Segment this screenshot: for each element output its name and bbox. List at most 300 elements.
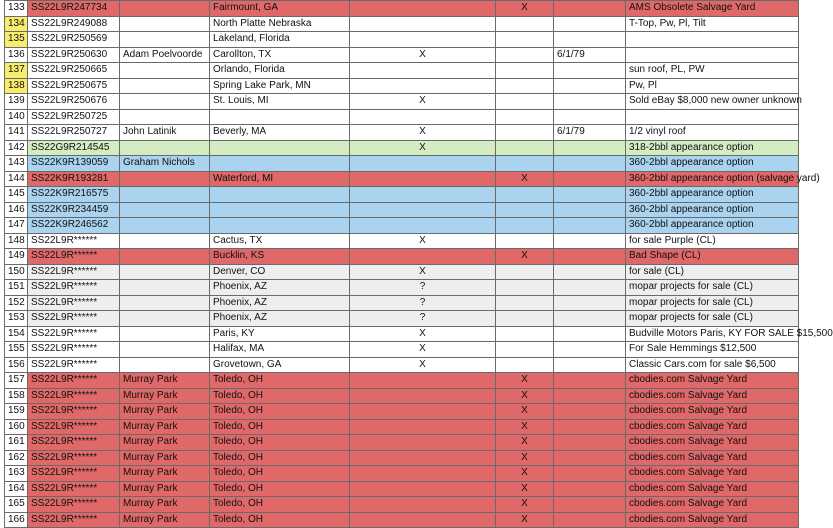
owner-cell xyxy=(120,1,210,17)
note-cell: Pw, Pl xyxy=(626,78,799,94)
note-cell: cbodies.com Salvage Yard xyxy=(626,419,799,435)
location-cell: Phoenix, AZ xyxy=(210,311,350,327)
row-number-cell: 166 xyxy=(5,512,28,528)
row-number-cell: 141 xyxy=(5,125,28,141)
date-cell xyxy=(554,357,626,373)
table-row xyxy=(5,373,799,389)
mark-cell: ? xyxy=(350,295,496,311)
vin-cell: SS22L9R****** xyxy=(28,249,120,265)
owner-cell: Murray Park xyxy=(120,450,210,466)
registry-table-body xyxy=(5,1,833,528)
date-cell: 6/1/79 xyxy=(554,125,626,141)
status-mark-cell xyxy=(496,78,554,94)
note-cell: T-Top, Pw, Pl, Tilt xyxy=(626,16,799,32)
status-mark-cell: X xyxy=(496,481,554,497)
note-cell: 360-2bbl appearance option (salvage yard) xyxy=(626,171,799,187)
owner-cell xyxy=(120,264,210,280)
row-number-cell: 140 xyxy=(5,109,28,125)
mark-cell xyxy=(350,419,496,435)
vin-cell: SS22L9R****** xyxy=(28,342,120,358)
row-number-cell: 142 xyxy=(5,140,28,156)
vin-cell: SS22L9R****** xyxy=(28,280,120,296)
mark-cell xyxy=(350,171,496,187)
note-cell: cbodies.com Salvage Yard xyxy=(626,388,799,404)
owner-cell: Murray Park xyxy=(120,419,210,435)
note-cell: Sold eBay $8,000 new owner unknown xyxy=(626,94,799,110)
table-row xyxy=(5,419,799,435)
vin-cell: SS22K9R216575 xyxy=(28,187,120,203)
mark-cell xyxy=(350,450,496,466)
mark-cell xyxy=(350,404,496,420)
row-number-cell: 146 xyxy=(5,202,28,218)
location-cell xyxy=(210,140,350,156)
location-cell xyxy=(210,218,350,234)
note-cell: cbodies.com Salvage Yard xyxy=(626,466,799,482)
location-cell: Denver, CO xyxy=(210,264,350,280)
table-row xyxy=(5,202,799,218)
owner-cell xyxy=(120,63,210,79)
row-number-cell: 148 xyxy=(5,233,28,249)
table-row xyxy=(5,388,799,404)
vin-cell: SS22L9R250676 xyxy=(28,94,120,110)
note-cell: 360-2bbl appearance option xyxy=(626,218,799,234)
status-mark-cell xyxy=(496,295,554,311)
vin-cell: SS22L9R250675 xyxy=(28,78,120,94)
date-cell xyxy=(554,435,626,451)
mark-cell: X xyxy=(350,357,496,373)
mark-cell: X xyxy=(350,233,496,249)
vin-cell: SS22L9R250727 xyxy=(28,125,120,141)
location-cell: Carollton, TX xyxy=(210,47,350,63)
table-row xyxy=(5,404,799,420)
row-number-cell: 135 xyxy=(5,32,28,48)
status-mark-cell xyxy=(496,326,554,342)
location-cell: Toledo, OH xyxy=(210,435,350,451)
table-row xyxy=(5,342,799,358)
location-cell: Phoenix, AZ xyxy=(210,280,350,296)
row-number-cell: 147 xyxy=(5,218,28,234)
status-mark-cell xyxy=(496,264,554,280)
location-cell: Toledo, OH xyxy=(210,466,350,482)
mark-cell: ? xyxy=(350,280,496,296)
owner-cell xyxy=(120,218,210,234)
location-cell: Toledo, OH xyxy=(210,388,350,404)
note-cell xyxy=(626,47,799,63)
mark-cell xyxy=(350,16,496,32)
vin-cell: SS22L9R****** xyxy=(28,497,120,513)
status-mark-cell xyxy=(496,32,554,48)
table-row xyxy=(5,295,799,311)
note-cell: 360-2bbl appearance option xyxy=(626,187,799,203)
mark-cell xyxy=(350,218,496,234)
owner-cell xyxy=(120,357,210,373)
status-mark-cell xyxy=(496,16,554,32)
vin-cell: SS22L9R****** xyxy=(28,419,120,435)
note-cell: Budville Motors Paris, KY FOR SALE $15,500 xyxy=(626,326,799,342)
mark-cell: X xyxy=(350,47,496,63)
owner-cell xyxy=(120,109,210,125)
row-number-cell: 158 xyxy=(5,388,28,404)
row-number-cell: 139 xyxy=(5,94,28,110)
owner-cell: Murray Park xyxy=(120,466,210,482)
date-cell xyxy=(554,450,626,466)
vin-cell: SS22K9R139059 xyxy=(28,156,120,172)
location-cell: Bucklin, KS xyxy=(210,249,350,265)
mark-cell xyxy=(350,249,496,265)
owner-cell xyxy=(120,32,210,48)
note-cell: For Sale Hemmings $12,500 xyxy=(626,342,799,358)
status-mark-cell xyxy=(496,187,554,203)
vin-cell: SS22L9R****** xyxy=(28,295,120,311)
table-row xyxy=(5,233,799,249)
owner-cell: Adam Poelvoorde xyxy=(120,47,210,63)
table-row xyxy=(5,326,799,342)
note-cell xyxy=(626,109,799,125)
table-row xyxy=(5,156,799,172)
vin-cell: SS22L9R250569 xyxy=(28,32,120,48)
note-cell: mopar projects for sale (CL) xyxy=(626,311,799,327)
mark-cell xyxy=(350,187,496,203)
location-cell xyxy=(210,156,350,172)
row-number-cell: 161 xyxy=(5,435,28,451)
location-cell: Toledo, OH xyxy=(210,450,350,466)
note-cell: for sale Purple (CL) xyxy=(626,233,799,249)
table-row xyxy=(5,264,799,280)
row-number-cell: 160 xyxy=(5,419,28,435)
status-mark-cell xyxy=(496,156,554,172)
vin-cell: SS22L9R****** xyxy=(28,388,120,404)
mark-cell xyxy=(350,388,496,404)
owner-cell: Murray Park xyxy=(120,512,210,528)
table-row xyxy=(5,450,799,466)
vin-cell: SS22L9R250665 xyxy=(28,63,120,79)
owner-cell xyxy=(120,233,210,249)
date-cell xyxy=(554,1,626,17)
row-number-cell: 150 xyxy=(5,264,28,280)
location-cell: Orlando, Florida xyxy=(210,63,350,79)
row-number-cell: 163 xyxy=(5,466,28,482)
mark-cell xyxy=(350,481,496,497)
mark-cell xyxy=(350,78,496,94)
table-row xyxy=(5,249,799,265)
date-cell xyxy=(554,156,626,172)
table-row xyxy=(5,512,799,528)
status-mark-cell xyxy=(496,280,554,296)
table-row xyxy=(5,78,799,94)
owner-cell: Murray Park xyxy=(120,435,210,451)
owner-cell: Murray Park xyxy=(120,481,210,497)
status-mark-cell: X xyxy=(496,171,554,187)
date-cell xyxy=(554,233,626,249)
location-cell: St. Louis, MI xyxy=(210,94,350,110)
status-mark-cell xyxy=(496,63,554,79)
location-cell: Toledo, OH xyxy=(210,404,350,420)
mark-cell xyxy=(350,1,496,17)
location-cell: North Platte Nebraska xyxy=(210,16,350,32)
date-cell xyxy=(554,171,626,187)
date-cell xyxy=(554,404,626,420)
owner-cell xyxy=(120,187,210,203)
date-cell xyxy=(554,16,626,32)
vin-cell: SS22G9R214545 xyxy=(28,140,120,156)
table-row xyxy=(5,311,799,327)
note-cell: cbodies.com Salvage Yard xyxy=(626,373,799,389)
vin-cell: SS22L9R****** xyxy=(28,233,120,249)
table-row xyxy=(5,125,799,141)
location-cell: Lakeland, Florida xyxy=(210,32,350,48)
vin-cell: SS22K9R246562 xyxy=(28,218,120,234)
note-cell: cbodies.com Salvage Yard xyxy=(626,435,799,451)
table-row xyxy=(5,280,799,296)
table-row xyxy=(5,357,799,373)
row-number-cell: 156 xyxy=(5,357,28,373)
date-cell xyxy=(554,78,626,94)
row-number-cell: 133 xyxy=(5,1,28,17)
table-row xyxy=(5,497,799,513)
date-cell xyxy=(554,497,626,513)
row-number-cell: 138 xyxy=(5,78,28,94)
table-row xyxy=(5,218,799,234)
row-number-cell: 136 xyxy=(5,47,28,63)
note-cell: cbodies.com Salvage Yard xyxy=(626,512,799,528)
note-cell: mopar projects for sale (CL) xyxy=(626,280,799,296)
location-cell: Toledo, OH xyxy=(210,373,350,389)
mark-cell xyxy=(350,373,496,389)
location-cell: Toledo, OH xyxy=(210,497,350,513)
status-mark-cell xyxy=(496,233,554,249)
note-cell: for sale (CL) xyxy=(626,264,799,280)
date-cell xyxy=(554,342,626,358)
location-cell: Toledo, OH xyxy=(210,419,350,435)
status-mark-cell: X xyxy=(496,1,554,17)
owner-cell: Murray Park xyxy=(120,388,210,404)
note-cell: cbodies.com Salvage Yard xyxy=(626,497,799,513)
table-row xyxy=(5,435,799,451)
owner-cell xyxy=(120,342,210,358)
location-cell: Toledo, OH xyxy=(210,481,350,497)
mark-cell xyxy=(350,497,496,513)
row-number-cell: 157 xyxy=(5,373,28,389)
table-row xyxy=(5,140,799,156)
vin-cell: SS22L9R****** xyxy=(28,512,120,528)
date-cell xyxy=(554,466,626,482)
note-cell: 360-2bbl appearance option xyxy=(626,156,799,172)
table-row xyxy=(5,466,799,482)
table-row xyxy=(5,32,799,48)
date-cell xyxy=(554,94,626,110)
date-cell xyxy=(554,187,626,203)
row-number-cell: 137 xyxy=(5,63,28,79)
row-number-cell: 152 xyxy=(5,295,28,311)
row-number-cell: 165 xyxy=(5,497,28,513)
mark-cell: X xyxy=(350,342,496,358)
location-cell: Cactus, TX xyxy=(210,233,350,249)
table-row xyxy=(5,109,799,125)
vin-cell: SS22L9R247734 xyxy=(28,1,120,17)
vin-cell: SS22L9R250725 xyxy=(28,109,120,125)
owner-cell xyxy=(120,171,210,187)
owner-cell: Graham Nichols xyxy=(120,156,210,172)
note-cell xyxy=(626,32,799,48)
vin-cell: SS22L9R****** xyxy=(28,357,120,373)
status-mark-cell xyxy=(496,47,554,63)
status-mark-cell: X xyxy=(496,249,554,265)
note-cell: cbodies.com Salvage Yard xyxy=(626,450,799,466)
location-cell: Fairmount, GA xyxy=(210,1,350,17)
status-mark-cell xyxy=(496,357,554,373)
status-mark-cell xyxy=(496,109,554,125)
vin-cell: SS22L9R****** xyxy=(28,466,120,482)
row-number-cell: 159 xyxy=(5,404,28,420)
row-number-cell: 154 xyxy=(5,326,28,342)
location-cell: Toledo, OH xyxy=(210,512,350,528)
row-number-cell: 164 xyxy=(5,481,28,497)
vin-cell: SS22L9R250630 xyxy=(28,47,120,63)
status-mark-cell xyxy=(496,94,554,110)
vin-cell: SS22L9R****** xyxy=(28,311,120,327)
note-cell: 318-2bbl appearance option xyxy=(626,140,799,156)
vin-cell: SS22L9R****** xyxy=(28,481,120,497)
vin-cell: SS22L9R****** xyxy=(28,326,120,342)
status-mark-cell: X xyxy=(496,373,554,389)
mark-cell: X xyxy=(350,140,496,156)
vin-cell: SS22K9R234459 xyxy=(28,202,120,218)
row-number-cell: 162 xyxy=(5,450,28,466)
status-mark-cell: X xyxy=(496,497,554,513)
status-mark-cell xyxy=(496,311,554,327)
date-cell xyxy=(554,419,626,435)
owner-cell xyxy=(120,295,210,311)
table-row xyxy=(5,481,799,497)
location-cell: Paris, KY xyxy=(210,326,350,342)
date-cell xyxy=(554,218,626,234)
location-cell xyxy=(210,109,350,125)
row-number-cell: 155 xyxy=(5,342,28,358)
vin-cell: SS22L9R****** xyxy=(28,264,120,280)
location-cell: Beverly, MA xyxy=(210,125,350,141)
mark-cell xyxy=(350,63,496,79)
location-cell xyxy=(210,202,350,218)
mark-cell xyxy=(350,32,496,48)
table-row xyxy=(5,94,799,110)
location-cell: Halifax, MA xyxy=(210,342,350,358)
owner-cell xyxy=(120,16,210,32)
vin-cell: SS22L9R****** xyxy=(28,435,120,451)
mark-cell: X xyxy=(350,264,496,280)
owner-cell xyxy=(120,78,210,94)
vin-cell: SS22L9R****** xyxy=(28,373,120,389)
owner-cell: Murray Park xyxy=(120,404,210,420)
owner-cell xyxy=(120,94,210,110)
date-cell xyxy=(554,202,626,218)
owner-cell xyxy=(120,311,210,327)
status-mark-cell: X xyxy=(496,512,554,528)
note-cell: Bad Shape (CL) xyxy=(626,249,799,265)
row-number-cell: 145 xyxy=(5,187,28,203)
status-mark-cell xyxy=(496,342,554,358)
date-cell xyxy=(554,140,626,156)
location-cell xyxy=(210,187,350,203)
vin-cell: SS22L9R****** xyxy=(28,450,120,466)
table-row xyxy=(5,187,799,203)
location-cell: Waterford, MI xyxy=(210,171,350,187)
registry-table xyxy=(4,0,833,528)
note-cell: AMS Obsolete Salvage Yard xyxy=(626,1,799,17)
vin-cell: SS22L9R****** xyxy=(28,404,120,420)
row-number-cell: 153 xyxy=(5,311,28,327)
date-cell xyxy=(554,32,626,48)
date-cell xyxy=(554,295,626,311)
mark-cell xyxy=(350,156,496,172)
table-row xyxy=(5,16,799,32)
status-mark-cell: X xyxy=(496,404,554,420)
status-mark-cell xyxy=(496,140,554,156)
owner-cell: Murray Park xyxy=(120,373,210,389)
row-number-cell: 151 xyxy=(5,280,28,296)
date-cell xyxy=(554,481,626,497)
owner-cell: Murray Park xyxy=(120,497,210,513)
date-cell xyxy=(554,326,626,342)
note-cell: Classic Cars.com for sale $6,500 xyxy=(626,357,799,373)
mark-cell xyxy=(350,435,496,451)
mark-cell: ? xyxy=(350,311,496,327)
mark-cell xyxy=(350,202,496,218)
status-mark-cell: X xyxy=(496,388,554,404)
status-mark-cell: X xyxy=(496,450,554,466)
status-mark-cell: X xyxy=(496,466,554,482)
note-cell: sun roof, PL, PW xyxy=(626,63,799,79)
vin-cell: SS22K9R193281 xyxy=(28,171,120,187)
status-mark-cell xyxy=(496,218,554,234)
mark-cell: X xyxy=(350,94,496,110)
table-row xyxy=(5,47,799,63)
table-row xyxy=(5,1,799,17)
status-mark-cell xyxy=(496,202,554,218)
mark-cell: X xyxy=(350,125,496,141)
mark-cell xyxy=(350,512,496,528)
date-cell xyxy=(554,264,626,280)
note-cell: cbodies.com Salvage Yard xyxy=(626,404,799,420)
location-cell: Phoenix, AZ xyxy=(210,295,350,311)
status-mark-cell xyxy=(496,125,554,141)
date-cell xyxy=(554,512,626,528)
date-cell: 6/1/79 xyxy=(554,47,626,63)
note-cell: cbodies.com Salvage Yard xyxy=(626,481,799,497)
owner-cell xyxy=(120,249,210,265)
mark-cell xyxy=(350,466,496,482)
vin-cell: SS22L9R249088 xyxy=(28,16,120,32)
date-cell xyxy=(554,373,626,389)
owner-cell xyxy=(120,202,210,218)
owner-cell: John Latinik xyxy=(120,125,210,141)
mark-cell: X xyxy=(350,326,496,342)
location-cell: Spring Lake Park, MN xyxy=(210,78,350,94)
status-mark-cell: X xyxy=(496,435,554,451)
location-cell: Grovetown, GA xyxy=(210,357,350,373)
status-mark-cell: X xyxy=(496,419,554,435)
date-cell xyxy=(554,63,626,79)
table-row xyxy=(5,171,799,187)
row-number-cell: 143 xyxy=(5,156,28,172)
row-number-cell: 134 xyxy=(5,16,28,32)
row-number-cell: 144 xyxy=(5,171,28,187)
date-cell xyxy=(554,109,626,125)
date-cell xyxy=(554,280,626,296)
date-cell xyxy=(554,388,626,404)
mark-cell xyxy=(350,109,496,125)
note-cell: 1/2 vinyl roof xyxy=(626,125,799,141)
owner-cell xyxy=(120,326,210,342)
